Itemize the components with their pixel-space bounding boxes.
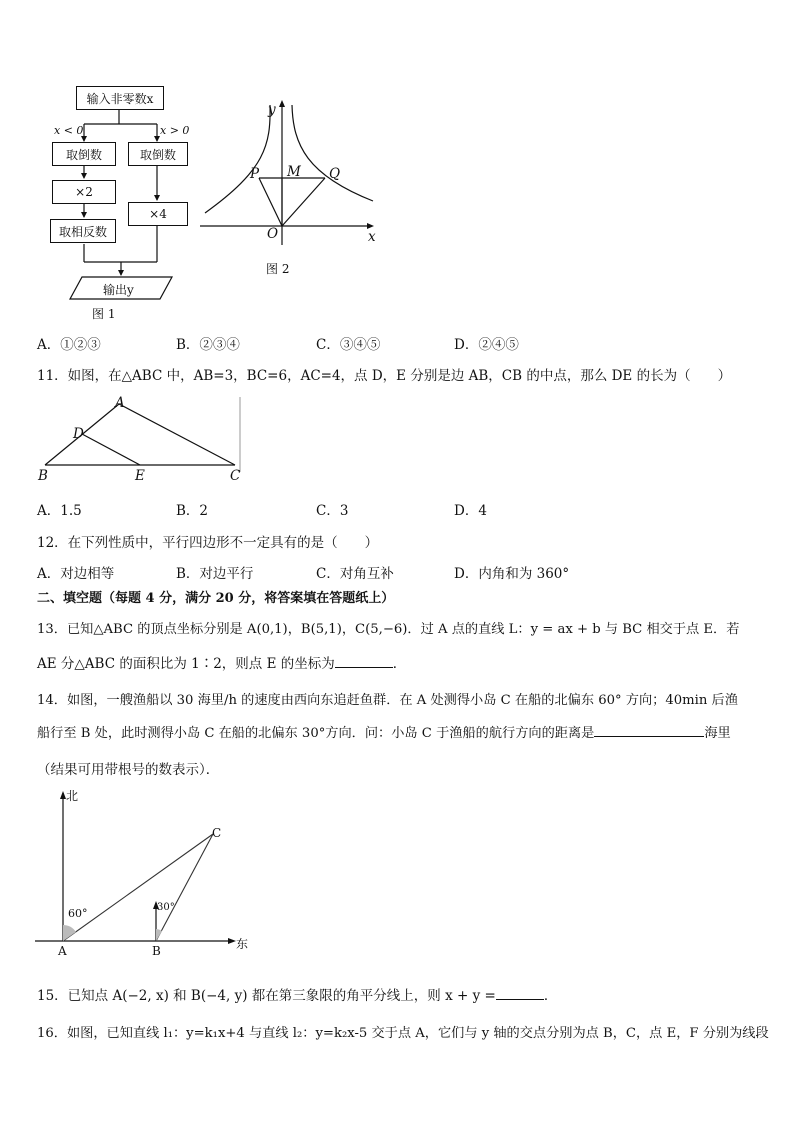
- label-c: C: [230, 468, 241, 484]
- flow-reciprocal-left: [52, 142, 116, 166]
- q15-text: 15．已知点 A(−2, x) 和 B(−4, y) 都在第三象限的角平分线上，则 x + y =: [37, 988, 496, 1004]
- angle-30-label: 30°: [157, 902, 175, 913]
- q16-text: 16．如图，已知直线 l₁：y=k₁x+4 与直线 l₂：y=k₂x-5 交于点 A，它们与 y 轴的交点分别为点 B，C，点 E，F 分别为线段: [37, 1026, 769, 1041]
- figure-1-caption: 图 1: [92, 307, 116, 321]
- bearing-diagram: [30, 785, 255, 960]
- cond-left: x < 0: [54, 124, 84, 137]
- q10-choice-d: D．②④⑤: [454, 337, 519, 353]
- q15-end: ．: [543, 988, 558, 1004]
- point-c-label: C: [212, 826, 222, 840]
- fig2-m-label: M: [287, 164, 301, 180]
- fig2-p-label: P: [250, 166, 260, 182]
- flow-times4: [128, 202, 188, 226]
- q12-choice-c: C．对角互补: [316, 566, 394, 582]
- reciprocal-right-label: 取倒数: [139, 147, 176, 162]
- q11-choice-d: D．4: [454, 503, 487, 519]
- negate-label: 取相反数: [58, 224, 107, 239]
- cond-right: x > 0: [160, 124, 190, 137]
- q12-choice-a: A．对边相等: [37, 566, 115, 582]
- point-a-label: A: [58, 944, 67, 958]
- q11-text: 11．如图，在△ABC 中，AB=3，BC=6，AC=4，点 D，E 分别是边 AB，CB 的中点，那么 DE 的长为（ ）: [37, 368, 732, 384]
- q12-choice-b: B．对边平行: [176, 566, 254, 582]
- q14-unit: 海里: [704, 726, 731, 741]
- q14-answer-blank[interactable]: [594, 722, 704, 737]
- q14-line1: 14．如图，一艘渔船以 30 海里/h 的速度由西向东追赶鱼群．在 A 处测得小岛 C 在船的北偏东 60° 方向；40min 后渔: [37, 693, 738, 708]
- angle-60-label: 60°: [68, 907, 88, 920]
- label-d: D: [73, 426, 84, 442]
- q15-line: [37, 984, 557, 1004]
- point-b-label: B: [152, 944, 161, 958]
- flow-input-label: 输入非零数x: [86, 91, 154, 106]
- east-label: 东: [236, 937, 249, 951]
- figure-2-caption: 图 2: [266, 262, 290, 276]
- q13-end: ．: [392, 656, 407, 672]
- q10-choice-a: A．①②③: [37, 337, 101, 353]
- q13-line1: 13．已知△ABC 的顶点坐标分别是 A(0,1)，B(5,1)，C(5,−6)．过 A 点的直线 L：y = ax + b 与 BC 相交于点 E．若: [37, 622, 740, 637]
- label-e: E: [135, 468, 145, 484]
- flow-reciprocal-right: [128, 142, 188, 166]
- q11-choice-c: C．3: [316, 503, 349, 519]
- q11-choice-a: A．1.5: [37, 503, 82, 519]
- q12-text: 12．在下列性质中，平行四边形不一定具有的是（ ）: [37, 535, 379, 551]
- q11-choice-b: B．2: [176, 503, 209, 519]
- fig2-q-label: Q: [329, 166, 341, 182]
- flow-output-label: 输出y: [103, 283, 134, 297]
- q14-line2-text: 船行至 B 处，此时测得小岛 C 在船的北偏东 30°方向．问：小岛 C 于渔船的航行方向的距离是: [37, 726, 595, 741]
- reciprocal-left-label: 取倒数: [65, 147, 102, 162]
- times2-label: ×2: [75, 185, 93, 199]
- q13-answer-blank[interactable]: [335, 653, 393, 668]
- q15-answer-blank[interactable]: [496, 985, 544, 1000]
- q14-line2: [37, 722, 731, 741]
- q13-line2: [37, 652, 406, 672]
- section-2-heading: 二、填空题（每题 4 分，满分 20 分，将答案填在答题纸上）: [37, 591, 395, 606]
- fig2-o-label: O: [267, 226, 279, 242]
- fig2-x-label: x: [368, 229, 376, 245]
- north-label: 北: [66, 789, 79, 803]
- q12-choice-d: D．内角和为 360°: [454, 566, 570, 582]
- fig2-y-label: y: [268, 102, 276, 118]
- label-b: B: [38, 468, 48, 484]
- q10-choice-c: C．③④⑤: [316, 337, 381, 353]
- flow-negate: [50, 219, 116, 243]
- label-a: A: [115, 395, 125, 411]
- q10-choice-b: B．②③④: [176, 337, 240, 353]
- q13-line2-text: AE 分△ABC 的面积比为 1∶2，则点 E 的坐标为: [37, 656, 335, 672]
- q14-line3: （结果可用带根号的数表示）．: [37, 762, 220, 778]
- flow-times2: [52, 180, 116, 204]
- times4-label: ×4: [149, 207, 167, 221]
